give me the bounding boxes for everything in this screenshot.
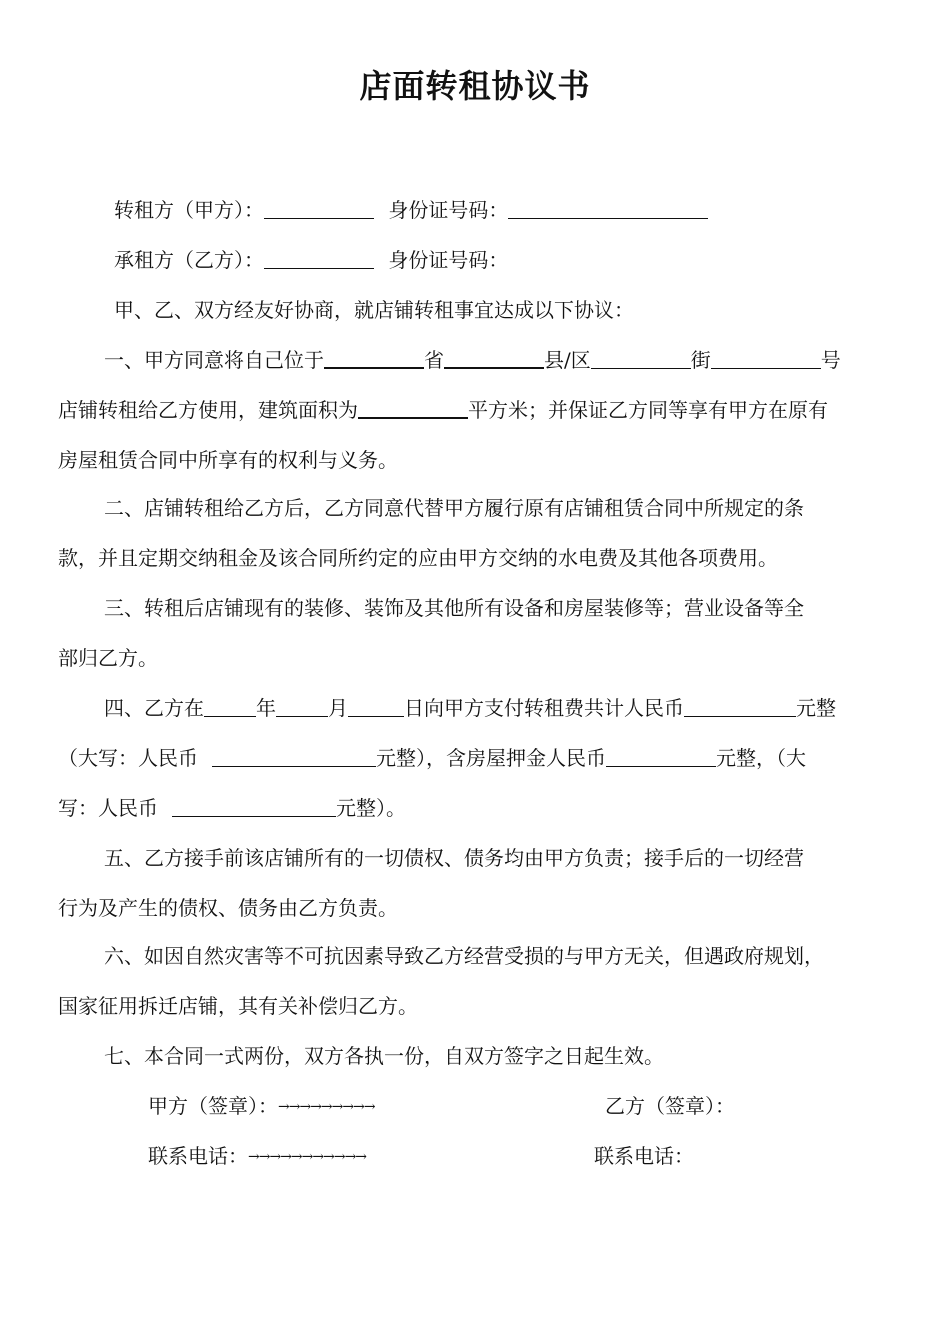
day-blank[interactable] (348, 694, 404, 717)
sublessee-name-blank[interactable] (264, 246, 374, 269)
deposit-words-blank[interactable] (172, 794, 336, 817)
party-a-phone-field[interactable]: →→→→→→→→→→→ (248, 1149, 367, 1165)
document-title: 店面转租协议书 (359, 67, 591, 105)
clause1-county: 县/区 (544, 348, 591, 372)
county-blank[interactable] (444, 345, 544, 369)
party-a-phone (148, 1141, 366, 1172)
clause4-line1 (104, 693, 894, 723)
party-a-phone-label: 联系电话： (148, 1144, 248, 1168)
party-a-signature (148, 1091, 375, 1122)
clause6-line2: 国家征用拆迁店铺，其有关补偿归乙方。 (58, 994, 418, 1018)
clause7-line: 七、本合同一式两份，双方各执一份，自双方签字之日起生效。 (104, 1044, 664, 1068)
clause6-line1: 六、如因自然灾害等不可抗因素导致乙方经营受损的与甲方无关，但遇政府规划， (104, 944, 824, 968)
clause5-line1: 五、乙方接手前该店铺所有的一切债权、债务均由甲方负责；接手后的一切经营 (104, 846, 804, 870)
party-b-signature (605, 1091, 735, 1121)
clause4-yuan4: 元整）。 (336, 796, 406, 820)
party-a-signature-field[interactable]: →→→→→→→→→ (278, 1099, 375, 1115)
clause2-line2: 款，并且定期交纳租金及该合同所约定的应由甲方交纳的水电费及其他各项费用。 (58, 546, 778, 570)
clause3-line1: 三、转租后店铺现有的装修、装饰及其他所有设备和房屋装修等；营业设备等全 (104, 596, 804, 620)
sublessor-label: 转租方（甲方）： (114, 198, 264, 222)
year-blank[interactable] (204, 694, 256, 717)
clause1-line1 (104, 345, 894, 375)
clause4-yuan3: 元整，（大 (716, 746, 806, 770)
clause1-line2 (58, 395, 898, 425)
deposit-blank[interactable] (606, 744, 716, 767)
street-blank[interactable] (591, 346, 691, 369)
clause3-line2: 部归乙方。 (58, 646, 158, 670)
clause1-number: 号 (820, 348, 841, 372)
amount-blank[interactable] (684, 694, 796, 717)
sublessor-line (114, 195, 950, 225)
sublessor-id-label: 身份证号码： (388, 198, 509, 222)
clause1-street: 街 (690, 348, 711, 372)
party-b-label: 乙方（签章）： (605, 1094, 735, 1118)
clause4-line2 (58, 743, 898, 773)
month-blank[interactable] (276, 694, 328, 717)
clause5-line2: 行为及产生的债权、债务由乙方负责。 (58, 896, 398, 920)
party-b-phone (594, 1141, 694, 1171)
clause1-line3: 房屋租赁合同中所享有的权利与义务。 (58, 448, 398, 472)
clause4-line3 (58, 793, 898, 823)
clause1-text-b: 店铺转租给乙方使用，建筑面积为 (58, 398, 358, 422)
clause4-text-c: 写：人民币 (58, 796, 158, 820)
amount-words-blank[interactable] (212, 744, 376, 767)
clause1-province: 省 (424, 348, 444, 372)
sublessee-line (114, 245, 950, 275)
number-blank[interactable] (711, 346, 821, 369)
clause1-sqm: 平方米；并保证乙方同等享有甲方在原有 (468, 398, 828, 422)
province-blank[interactable] (324, 345, 424, 369)
area-blank[interactable] (358, 395, 468, 419)
clause4-year: 年 (256, 696, 276, 720)
clause4-text-b: （大写：人民币 (58, 746, 198, 770)
clause4-text-a: 四、乙方在 (104, 696, 204, 720)
clause4-yuan: 元整 (796, 696, 836, 720)
sublessor-name-blank[interactable] (264, 196, 374, 219)
party-a-label: 甲方（签章）： (148, 1094, 278, 1118)
sublessor-id-blank[interactable] (508, 196, 708, 219)
party-b-phone-label: 联系电话： (594, 1144, 694, 1168)
clause2-line1: 二、店铺转租给乙方后，乙方同意代替甲方履行原有店铺租赁合同中所规定的条 (104, 496, 804, 520)
clause4-day: 日向甲方支付转租费共计人民币 (404, 696, 684, 720)
clause4-month: 月 (328, 696, 348, 720)
clause1-text-a: 一、甲方同意将自己位于 (104, 348, 324, 372)
intro-text: 甲、乙、双方经友好协商，就店铺转租事宜达成以下协议： (114, 298, 634, 322)
clause4-yuan2: 元整），含房屋押金人民币 (376, 746, 606, 770)
sublessee-id-label: 身份证号码： (388, 248, 509, 272)
sublessee-label: 承租方（乙方）： (114, 248, 264, 272)
